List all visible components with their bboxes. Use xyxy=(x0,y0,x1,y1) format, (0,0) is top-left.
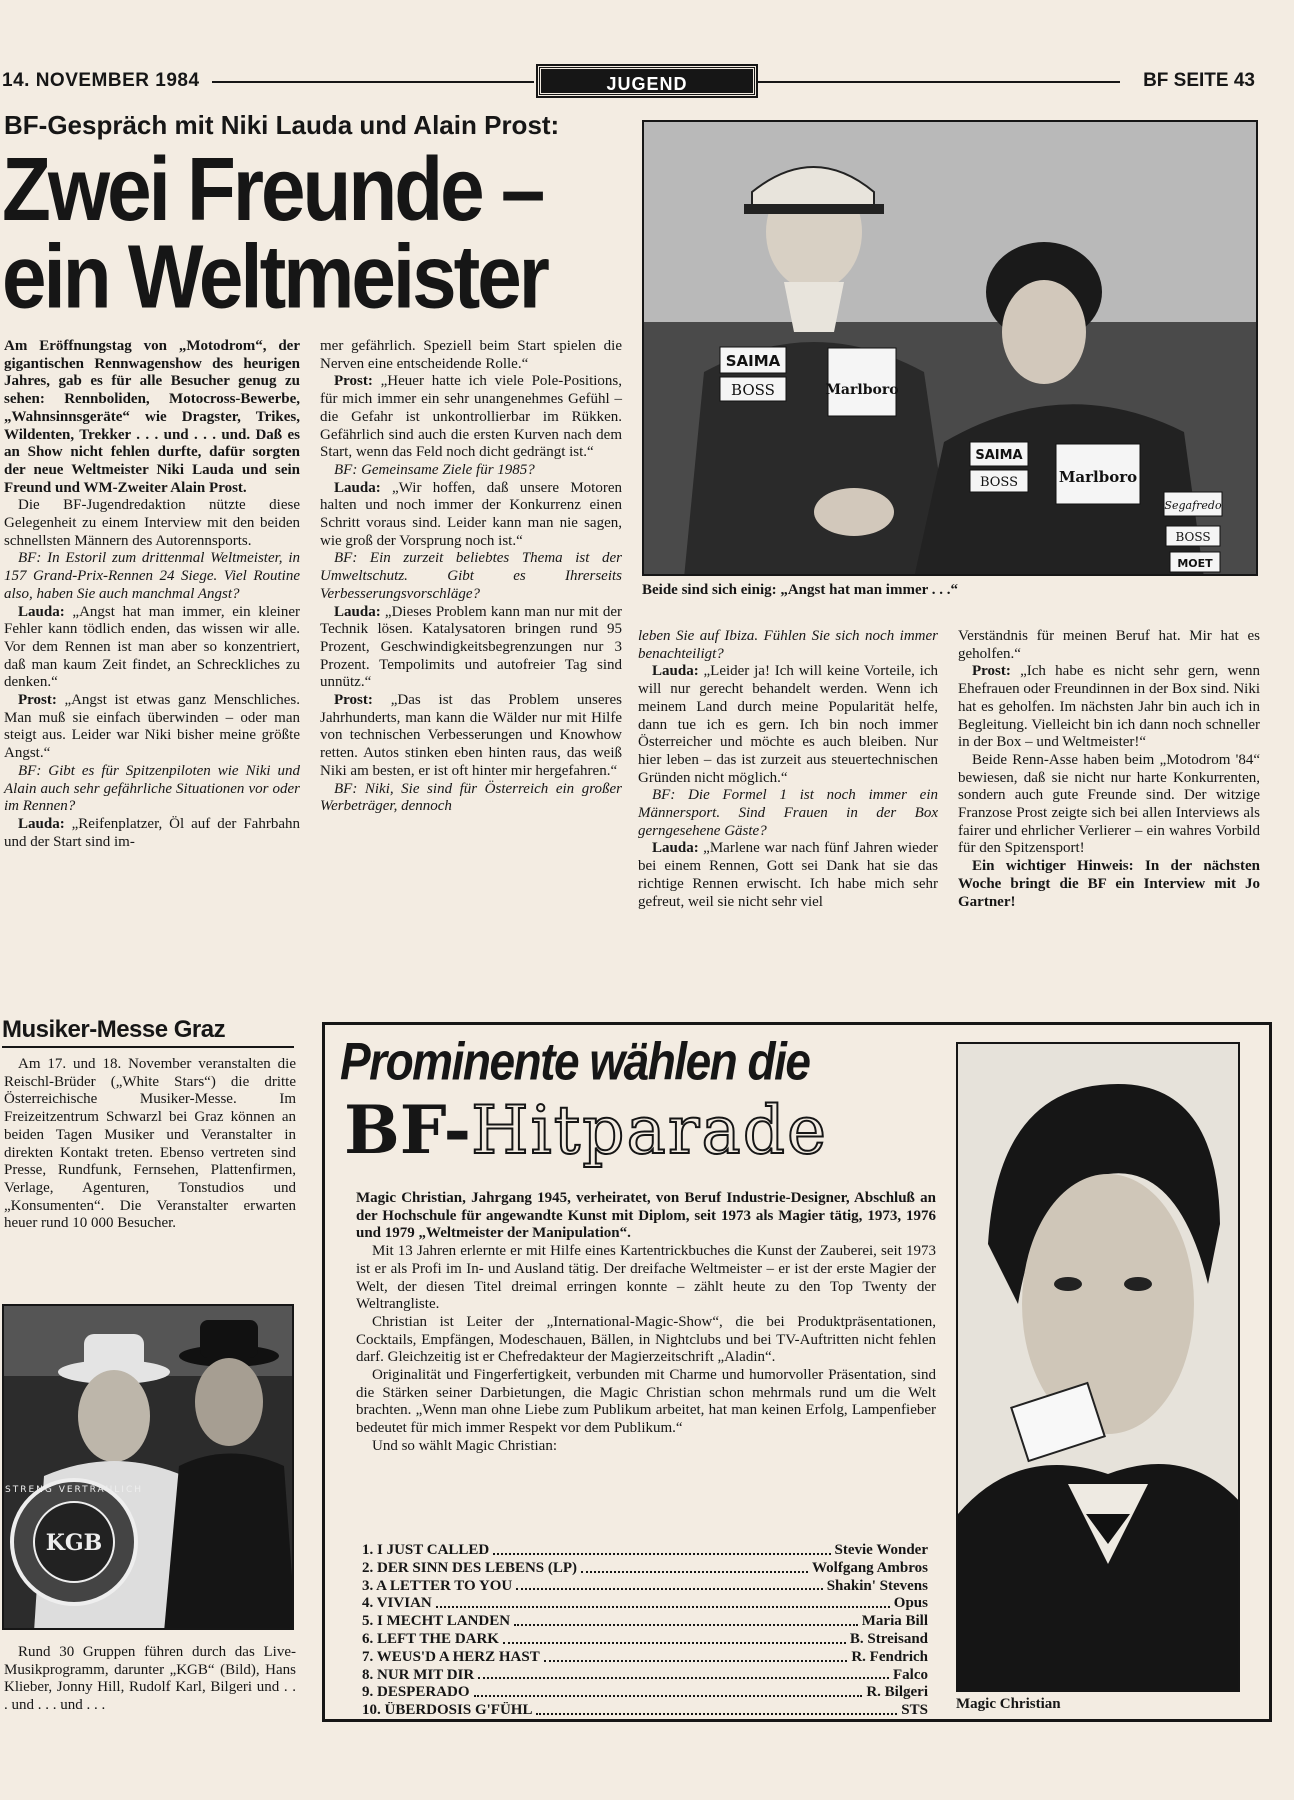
lauda-prost-photo xyxy=(642,120,1258,576)
musikermesse-body xyxy=(4,1056,296,1233)
lauda-prost-caption: Beide sind sich einig: „Angst hat man immer . . .“ xyxy=(642,582,958,598)
interview-question: BF: Gemeinsame Ziele für 1985? xyxy=(334,461,535,478)
page-number: BF SEITE 43 xyxy=(1143,70,1255,91)
speaker-label: Lauda: xyxy=(18,603,65,620)
hitparade-artist: Falco xyxy=(893,1666,928,1683)
speaker-label: Prost: xyxy=(334,373,373,390)
headline-line-2: ein Weltmeister xyxy=(2,226,547,327)
hitparade-song: 4. VIVIAN xyxy=(362,1595,432,1612)
interview-answer xyxy=(320,373,622,462)
article-kicker: BF-Gespräch mit Niki Lauda und Alain Prost: xyxy=(4,110,560,140)
interview-question: BF: Niki, Sie sind für Österreich ein großer Werbeträger, dennoch xyxy=(320,780,622,815)
hitparade-paragraph: Christian ist Leiter der „International-Magic-Show“, die bei Produktpräsentationen, Cocktails, Empfängen, Modeschauen, Bällen, in Nightclubs und bei TV-Auftritten nicht fehlen darf. Gleichzeitig ist er Chefredakteur der Magierzeitschrift „Aladin“. xyxy=(356,1313,936,1366)
hitparade-entry xyxy=(362,1667,928,1685)
article1-column-2 xyxy=(320,338,622,816)
leader-dots xyxy=(514,1613,858,1626)
header-rule-left xyxy=(212,81,534,83)
interview-question: leben Sie auf Ibiza. Fühlen Sie sich noch immer benachteiligt? xyxy=(638,628,938,662)
interview-question: BF: Gibt es für Spitzenpiloten wie Niki und Alain auch sehr gefährliche Situationen vor oder im Rennen? xyxy=(4,762,300,815)
headline-line-1: Zwei Freunde – xyxy=(2,139,543,239)
hitparade-artist: R. Fendrich xyxy=(851,1648,928,1665)
interview-answer xyxy=(320,692,622,781)
article1-note: Ein wichtiger Hinweis: In der nächsten Woche bringt die BF ein Interview mit Jo Gartner! xyxy=(958,858,1260,910)
musikermesse-rule xyxy=(2,1046,294,1048)
hitparade-entry xyxy=(362,1578,928,1596)
article1-paragraph: Die BF-Jugendredaktion nützte diese Gelegenheit zu einem Interview mit den beiden schnellsten Männern des Autorennsports. xyxy=(4,497,300,549)
article-headline xyxy=(2,139,627,327)
interview-answer xyxy=(4,604,300,693)
speaker-label: Lauda: xyxy=(334,603,381,620)
article1-paragraph: mer gefährlich. Speziell beim Start spielen die Nerven eine entscheidende Rolle.“ xyxy=(320,338,622,372)
answer-text: „Heuer hatte ich viele Pole-Positions, für mich immer ein sehr unangenehmes Gefühl – die Gefahr ist unkontrollierbar im Rükken. Gefährlich sind auch die ersten Kurven nach dem Start, wenn das Feld noch dicht gedrängt ist.“ xyxy=(320,373,622,461)
article1-column-1 xyxy=(4,338,300,851)
interview-answer xyxy=(638,840,938,911)
speaker-label: Prost: xyxy=(334,692,373,709)
speaker-label: Lauda: xyxy=(652,663,699,680)
magic-christian-illustration xyxy=(958,1044,1240,1692)
answer-text: „Dieses Problem kann man nur mit der Technik lösen. Katalysatoren bringen rund 95 Prozent, Geschwindigkeitsbegrenzungen nur 3 Prozent. Tempolimits und autofreier Tag sind unnütz.“ xyxy=(320,603,622,691)
hitparade-song: 9. DESPERADO xyxy=(362,1684,470,1701)
hitparade-entry xyxy=(362,1684,928,1702)
musikermesse-headline: Musiker-Messe Graz xyxy=(2,1016,226,1043)
hitparade-body xyxy=(356,1190,936,1456)
hitparade-artist: Maria Bill xyxy=(861,1613,928,1630)
interview-answer xyxy=(320,604,622,693)
hitparade-artist: Wolfgang Ambros xyxy=(812,1559,928,1576)
hitparade-intro: Magic Christian, Jahrgang 1945, verheiratet, von Beruf Industrie-Designer, Abschluß an der Hochschule für angewandte Kunst mit Diplom, seit 1973 als Magier tätig, 1973, 1976 und 1979 „Weltmeister der Manipulation“. xyxy=(356,1190,936,1242)
hitparade-paragraph: Und so wählt Magic Christian: xyxy=(372,1437,557,1454)
speaker-label: Prost: xyxy=(18,692,57,709)
hitparade-entry xyxy=(362,1631,928,1649)
hitparade-paragraph: Mit 13 Jahren erlernte er mit Hilfe eines Kartentrickbuches die Kunst der Zauberei, seit 1973 ist er als Profi im In- und Ausland tätig. Der dreifache Weltmeister – er ist der erste Magier der Welt, der diesen Titel dreimal erringen konnte – zählt heute zu den Top Twenty der Weltrangliste. xyxy=(356,1243,936,1313)
leader-dots xyxy=(503,1631,846,1644)
hitparade-artist: B. Streisand xyxy=(849,1630,928,1647)
hitparade-entry xyxy=(362,1560,928,1578)
kgb-badge-ring: STRENG VERTRAULICH xyxy=(4,1485,144,1495)
hitparade-entry xyxy=(362,1613,928,1631)
speaker-label: Prost: xyxy=(972,663,1011,680)
hitparade-song: 3. A LETTER TO YOU xyxy=(362,1577,513,1594)
magic-christian-caption: Magic Christian xyxy=(956,1696,1061,1712)
musikermesse-caption xyxy=(4,1644,296,1715)
hitparade-song: 6. LEFT THE DARK xyxy=(362,1630,499,1647)
leader-dots xyxy=(474,1684,863,1697)
interview-question: BF: In Estoril zum drittenmal Weltmeister, in 157 Grand-Prix-Rennen 24 Siege. Viel Routine also, haben Sie auch manchmal Angst? xyxy=(4,550,300,602)
leader-dots xyxy=(536,1702,897,1715)
leader-dots xyxy=(493,1542,830,1555)
interview-answer xyxy=(4,692,300,763)
hitparade-title: Prominente wählen die xyxy=(340,1031,810,1091)
lauda-prost-illustration xyxy=(644,122,1258,576)
bf-hitparade-logo xyxy=(344,1090,828,1170)
hitparade-entry xyxy=(362,1649,928,1667)
bf-logo-solid: BF- xyxy=(344,1091,472,1169)
speaker-label: Lauda: xyxy=(652,840,699,857)
interview-answer xyxy=(638,663,938,787)
interview-answer xyxy=(4,816,300,851)
patch-marlboro-2: Marlboro xyxy=(1058,468,1138,486)
article1-column-4 xyxy=(958,628,1260,911)
answer-text: „Leider ja! Ich will keine Vorteile, ich will nur gerecht behandelt werden. Wenn ich meinem Land durch meine Popularität helfe, dann tue ich es gern. Ich bin noch immer Österreicher und möchte es auch bleiben. Nur hier leben – das ist zurzeit aus steuertechnischen Gründen nicht möglich.“ xyxy=(638,663,938,786)
answer-text: „Reifenplatzer, Öl auf der Fahrbahn und der Start sind im- xyxy=(4,815,300,850)
answer-text: „Angst hat man immer, ein kleiner Fehler kann tödlich enden, das wissen wir alle. Vor dem Rennen ist man aber so konzentriert, daß man kaum Zeit findet, an Schreckliches zu denken.“ xyxy=(4,603,300,691)
patch-boss-1: BOSS xyxy=(731,381,775,399)
hitparade-artist: R. Bilgeri xyxy=(866,1684,928,1701)
magic-christian-photo xyxy=(956,1042,1240,1692)
hitparade-artist: Stevie Wonder xyxy=(834,1542,928,1558)
hitparade-song: 2. DER SINN DES LEBENS (LP) xyxy=(362,1559,578,1576)
interview-question: BF: Ein zurzeit beliebtes Thema ist der Umweltschutz. Gibt es Ihrerseits Verbesserungsvorschläge? xyxy=(320,550,622,602)
interview-answer xyxy=(958,663,1260,752)
leader-dots xyxy=(516,1578,823,1591)
interview-question: BF: Die Formel 1 ist noch immer ein Männersport. Sind Frauen in der Box gerngesehene Gäste? xyxy=(638,787,938,839)
hitparade-song: 5. I MECHT LANDEN xyxy=(362,1613,511,1630)
section-label: JUGEND xyxy=(538,66,756,96)
hitparade-song: 7. WEUS'D A HERZ HAST xyxy=(362,1648,540,1665)
hitparade-entry xyxy=(362,1595,928,1613)
answer-text: „Ich habe es nicht sehr gern, wenn Ehefrauen oder Freundinnen in der Box sind. Niki hat es geholfen. Im nächsten Jahr bin auch ich in Begleitung. Vielleicht bin ich dann noch schneller in der Box – und Weltmeister!“ xyxy=(958,663,1260,751)
bf-logo-outline: Hitparade xyxy=(471,1091,829,1169)
leader-dots xyxy=(478,1667,889,1680)
article1-paragraph: Verständnis für meinen Beruf hat. Mir hat es geholfen.“ xyxy=(958,628,1260,662)
answer-text: „Angst ist etwas ganz Menschliches. Man muß sie einfach überwinden – oder man steigt aus. Leider war Niki bisher meine größte Angst.“ xyxy=(4,692,300,762)
article1-paragraph: Beide Renn-Asse haben beim „Motodrom '84“ bewiesen, daß sie nicht nur harte Konkurrenten, sondern auch gute Freunde sind. Der witzige Franzose Prost zeigte sich bei allen Interviews als fairer und ehrlicher Verlierer – ein wahres Vorbild für den Spitzensport! xyxy=(958,751,1260,857)
patch-marlboro-1: Marlboro xyxy=(825,382,899,398)
hitparade-paragraph: Originalität und Fingerfertigkeit, verbunden mit Charme und humorvoller Präsentation, sind die Stärken seiner Darbietungen, die Magic Christian schon mehrmals rund um die Welt brachten. „Wenn man ohne Liebe zum Publikum arbeitet, hat man keinen Erfolg, Lampenfieber bedeutet für mich immer Respekt vor dem Publikum.“ xyxy=(356,1367,936,1437)
page-header xyxy=(0,64,1260,100)
speaker-label: Lauda: xyxy=(18,815,65,832)
patch-saima-1: SAIMA xyxy=(725,352,781,370)
answer-text: „Marlene war nach fünf Jahren wieder bei einem Rennen, Gott sei Dank hat sie das richtige Rennen erwischt. Ich habe mich sehr gefreut, weil sie nicht sehr viel xyxy=(638,840,938,910)
hitparade-song: 1. I JUST CALLED xyxy=(362,1542,490,1558)
kgb-badge-text: KGB xyxy=(45,1530,103,1556)
patch-saima-2: SAIMA xyxy=(975,448,1023,463)
patch-boss-3: BOSS xyxy=(1175,530,1211,544)
answer-text: „Das ist das Problem unseres Jahrhunderts, man kann die Wälder nur mit Hilfe von technischen Verbesserungen und Knowhow retten. Autos stinken eben hinten raus, das weiß Niki am besten, er ist oft hinter mir hergefahren.“ xyxy=(320,692,622,779)
hitparade-song: 8. NUR MIT DIR xyxy=(362,1666,475,1683)
hitparade-list xyxy=(362,1542,928,1720)
musikermesse-caption-text: Rund 30 Gruppen führen durch das Live-Musikprogramm, darunter „KGB“ (Bild), Hans Klieber, Jonny Hill, Rudolf Karl, Bilgeri und . . . und . . . und . . . xyxy=(4,1644,296,1714)
hitparade-entry xyxy=(362,1542,928,1560)
kgb-band-illustration xyxy=(4,1306,294,1630)
kgb-band-photo xyxy=(2,1304,294,1630)
answer-text: „Wir hoffen, daß unsere Motoren halten und noch immer der Konkurrenz einen Schritt voraus sind. Leider kann man nie sagen, wie groß der Vorsprung noch ist.“ xyxy=(320,479,622,549)
issue-date: 14. NOVEMBER 1984 xyxy=(2,70,200,91)
header-rule-right xyxy=(758,81,1120,83)
hitparade-song: 10. ÜBERDOSIS G'FÜHL xyxy=(362,1702,533,1719)
speaker-label: Lauda: xyxy=(334,479,381,496)
patch-segafredo: Segafredo xyxy=(1164,499,1222,512)
hitparade-artist: Opus xyxy=(893,1595,928,1612)
hitparade-artist: STS xyxy=(901,1702,928,1719)
musikermesse-text: Am 17. und 18. November veranstalten die Reischl-Brüder („White Stars“) die dritte Österreichische Musiker-Messe. Im Freizeitzentrum Schwarzl bei Graz können an beiden Tagen Musiker und Veranstalter in direkten Kontakt treten. Ebenso vertreten sind Presse, Rundfunk, Fernsehen, Plattenfirmen, Verlage, Agenturen, Tonstudios und „Konsumenten“. Die Veranstalter erwarten heuer rund 10 000 Besucher. xyxy=(4,1056,296,1232)
article1-lead: Am Eröffnungstag von „Motodrom“, der gigantischen Rennwagenshow des heurigen Jahres, gab es für alle Besucher genug zu sehen: Rennboliden, Motocross-Bewerbe, „Wahnsinnsgeräte“ wie Dragster, Trikes, Wildenten, Trekker . . . und . . . und. Daß es an Show nicht fehlen durfte, dafür sorgten der neue Weltmeister Niki Lauda und sein Freund und WM-Zweiter Alain Prost. xyxy=(4,338,300,496)
hitparade-entry xyxy=(362,1702,928,1720)
leader-dots xyxy=(581,1560,808,1573)
article1-column-3 xyxy=(638,628,938,911)
interview-answer xyxy=(320,480,622,551)
leader-dots xyxy=(544,1649,848,1662)
hitparade-artist: Shakin' Stevens xyxy=(826,1577,928,1594)
patch-boss-2: BOSS xyxy=(979,475,1019,490)
leader-dots xyxy=(436,1595,890,1608)
patch-moet: MOET xyxy=(1177,557,1213,570)
